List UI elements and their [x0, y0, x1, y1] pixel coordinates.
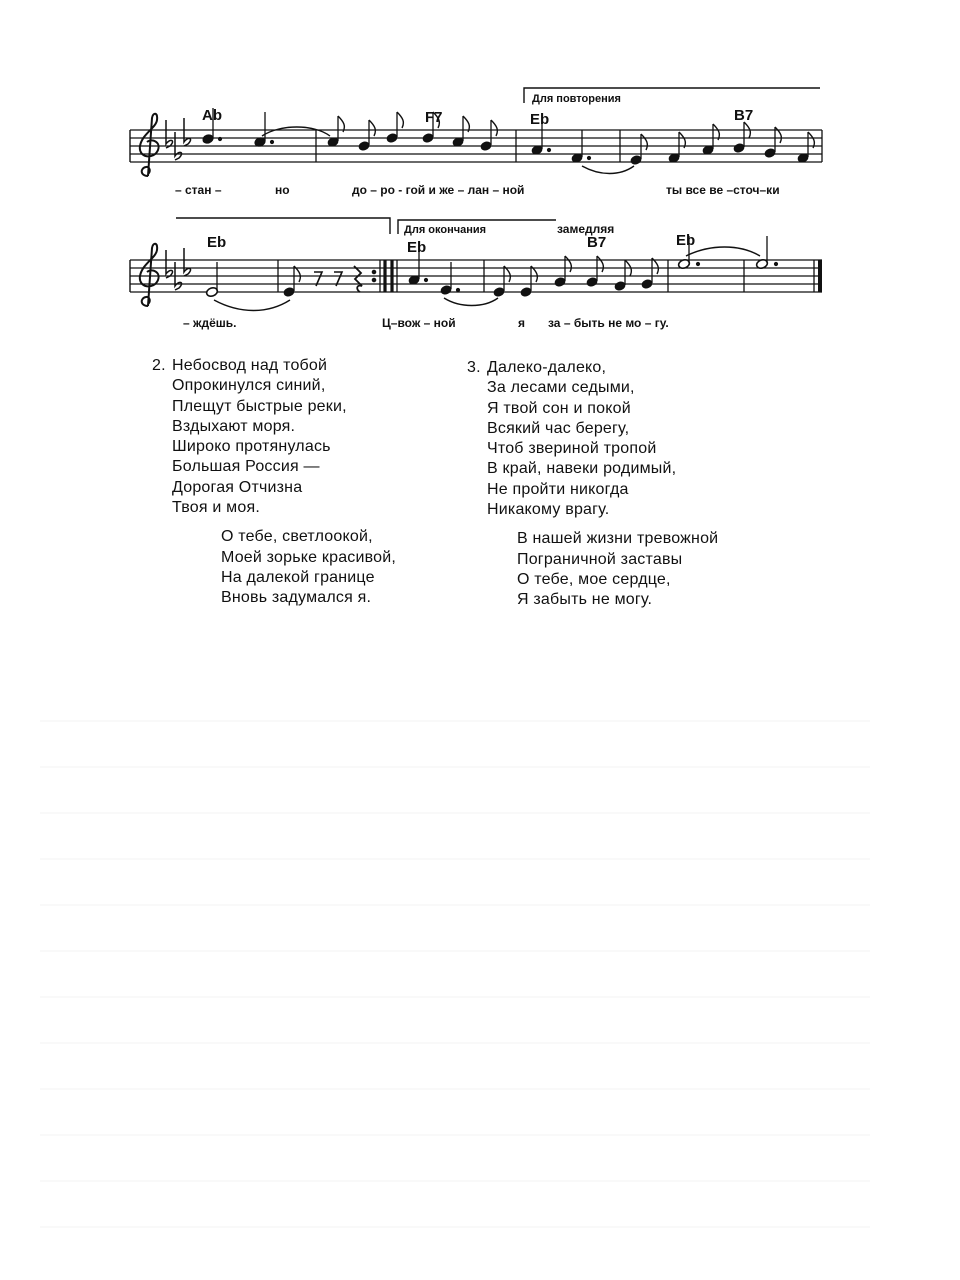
verse-number: 3.: [467, 359, 481, 376]
refrain-line: В нашей жизни тревожной: [517, 530, 719, 548]
lyric-syllable: я: [518, 316, 526, 330]
refrain-line: Я забыть не могу.: [517, 591, 653, 609]
notes-measure: [327, 112, 497, 151]
verse-line: Твоя и моя.: [172, 499, 260, 517]
chord-symbol: Eb: [530, 111, 550, 128]
verse-line: Опрокинулся синий,: [172, 377, 326, 395]
verse-3: [467, 358, 718, 611]
notes-measure: [630, 122, 814, 165]
chord-symbol: Eb: [676, 232, 696, 249]
chord-symbol: B7: [587, 234, 607, 251]
notes-measure: [755, 236, 777, 270]
lyric-syllable: – стан –: [175, 183, 222, 197]
refrain-3: [467, 529, 718, 610]
lyric-syllable: за – быть не мо – гу.: [548, 316, 669, 330]
verse-line: Большая Россия —: [172, 458, 320, 476]
refrain-line: Вновь задумался я.: [221, 589, 372, 607]
ending-label: Для окончания: [404, 224, 487, 236]
quarter-rest-icon: [354, 266, 362, 292]
verse-line: Не пройти никогда: [487, 480, 629, 498]
verse-2: [152, 356, 396, 609]
chord-symbol: Eb: [407, 239, 427, 256]
chord-symbol: B7: [734, 107, 754, 124]
verse-line: В край, навеки родимый,: [487, 460, 677, 478]
lyric-syllable: Ц–вож – ной: [382, 316, 456, 330]
verse-line: Вздыхают моря.: [172, 417, 296, 435]
treble-clef-icon: [140, 114, 159, 176]
treble-clef-icon: [140, 244, 159, 306]
verse-line: Никакому врагу.: [487, 501, 610, 519]
verse-line: Плещут быстрые реки,: [172, 397, 347, 415]
chord-symbol: Ab: [202, 107, 222, 124]
refrain-line: Моей зорьке красивой,: [221, 548, 397, 566]
refrain-2: [152, 527, 396, 608]
verse-line: Дорогая Отчизна: [172, 478, 303, 496]
lyric-syllable: до – ро - гой и же – лан – ной: [352, 183, 525, 197]
staff-lines: [130, 130, 822, 162]
lyric-syllable: но: [275, 183, 290, 197]
chord-symbol: F7: [425, 109, 443, 126]
verse-line: Небосвод над тобой: [172, 357, 328, 374]
refrain-line: О тебе, мое сердце,: [517, 570, 671, 588]
verse-line: Чтоб звериной тропой: [487, 440, 657, 458]
show-through-background: [40, 720, 870, 1240]
verse-line: За лесами седыми,: [487, 379, 635, 397]
chord-symbol: Eb: [207, 234, 227, 251]
staff-system-1: [130, 88, 822, 197]
lyric-syllable: ты все ве –сточ–ки: [666, 183, 780, 197]
verse-number: 2.: [152, 357, 166, 374]
verse-line: Широко протянулась: [172, 438, 331, 456]
refrain-line: О тебе, светлоокой,: [221, 528, 373, 546]
verse-line: Далеко-далеко,: [487, 359, 607, 376]
lyric-syllable: – ждёшь.: [183, 316, 237, 330]
staff-lines: [130, 260, 822, 292]
repeat-label: Для повторения: [532, 93, 621, 105]
notes-measure: [493, 256, 658, 297]
music-score: [0, 0, 960, 340]
volta-bracket-1-continued: [176, 218, 390, 234]
refrain-line: На далекой границе: [221, 568, 375, 586]
tempo-marking: замедляя: [557, 222, 615, 236]
refrain-line: Пограничной заставы: [517, 550, 683, 568]
notes-measure: [205, 262, 290, 311]
verse-line: Я твой сон и покой: [487, 399, 631, 417]
staff-system-2: [130, 218, 822, 330]
verse-line: Всякий час берегу,: [487, 419, 630, 437]
